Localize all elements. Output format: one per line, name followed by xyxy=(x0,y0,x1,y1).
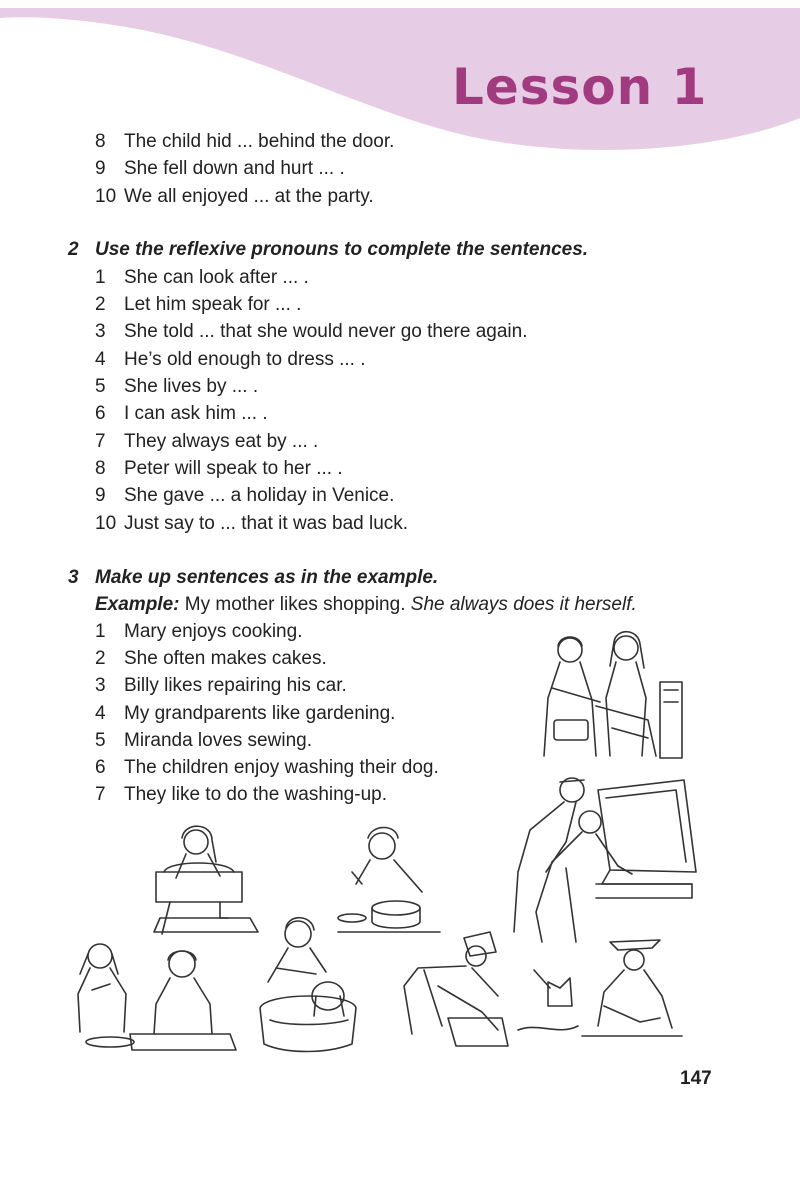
illustration-sewing xyxy=(150,822,262,938)
list-item: 3 Billy likes repairing his car. xyxy=(95,675,347,696)
example-line: Example: My mother likes shopping. She always does it herself. xyxy=(95,594,637,615)
list-item: 8 Peter will speak to her ... . xyxy=(95,458,343,479)
list-item: 1 She can look after ... . xyxy=(95,267,309,288)
exercise-3-instruction: 3 Make up sentences as in the example. xyxy=(68,567,439,588)
list-item: 7 They like to do the washing-up. xyxy=(95,784,387,805)
list-item: 9 She gave ... a holiday in Venice. xyxy=(95,485,395,506)
list-item: 2 She often makes cakes. xyxy=(95,648,327,669)
list-item: 1 Mary enjoys cooking. xyxy=(95,621,303,642)
illustration-washing-up xyxy=(70,934,240,1056)
exercise-2-instruction: 2 Use the reflexive pronouns to complete the sentences. xyxy=(68,239,589,260)
illustration-dog-washing xyxy=(256,912,360,1054)
list-item: 6 The children enjoy washing their dog. xyxy=(95,757,439,778)
list-item: 10 Just say to ... that it was bad luck. xyxy=(95,513,409,534)
list-item: 2 Let him speak for ... . xyxy=(95,294,302,315)
list-item: 8 The child hid ... behind the door. xyxy=(95,131,395,152)
illustration-gardening xyxy=(398,926,684,1052)
list-item: 4 My grandparents like gardening. xyxy=(95,703,396,724)
illustration-cooking xyxy=(530,628,685,760)
page-number: 147 xyxy=(680,1068,712,1089)
illustration-car-repair xyxy=(506,772,698,944)
list-item: 10 We all enjoyed ... at the party. xyxy=(95,186,374,207)
list-item: 9 She fell down and hurt ... . xyxy=(95,158,345,179)
list-item: 3 She told ... that she would never go there again. xyxy=(95,321,528,342)
list-item: 5 She lives by ... . xyxy=(95,376,259,397)
list-item: 6 I can ask him ... . xyxy=(95,403,268,424)
list-item: 7 They always eat by ... . xyxy=(95,431,319,452)
list-item: 4 He’s old enough to dress ... . xyxy=(95,349,366,370)
page-title: Lesson 1 xyxy=(452,58,708,116)
list-item: 5 Miranda loves sewing. xyxy=(95,730,312,751)
